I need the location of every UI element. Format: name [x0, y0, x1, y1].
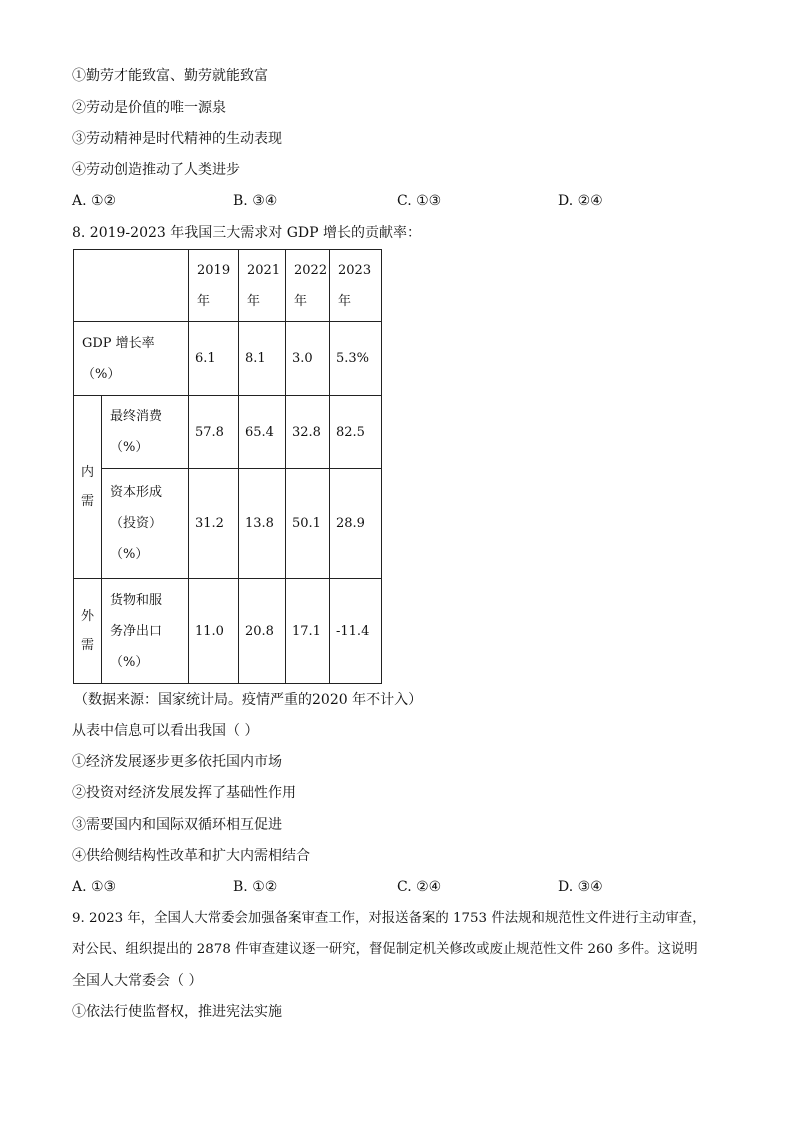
net-export-label: 货物和服 务净出口 （%） — [102, 579, 189, 684]
q8-option-b[interactable]: B. ①② — [233, 879, 278, 895]
q9-stem-line-2: 对公民、组织提出的 2878 件审查建议逐一研究，督促制定机关修改或废止规范性文件 260 多件。这说明 — [72, 942, 698, 957]
q8-stem: 从表中信息可以看出我国（ ） — [72, 723, 259, 739]
q8-statement-4: ④供给侧结构性改革和扩大内需相结合 — [72, 848, 310, 864]
q8-options — [72, 877, 722, 897]
year-2022-cell: 2022 年 — [286, 250, 330, 322]
table-cell: 11.0 — [189, 579, 239, 684]
final-consumption-label: 最终消费 （%） — [102, 396, 189, 469]
table-row-capital — [74, 469, 382, 579]
table-cell: 65.4 — [239, 396, 286, 469]
year-2021-cell: 2021 年 — [239, 250, 286, 322]
outer-demand-label: 外 需 — [74, 579, 102, 684]
q7-option-d[interactable]: D. ②④ — [558, 193, 603, 209]
table-cell: 6.1 — [189, 322, 239, 396]
table-cell: 5.3% — [330, 322, 382, 396]
q7-options — [72, 191, 722, 211]
q8-data-source: （数据来源：国家统计局。疫情严重的2020 年不计入） — [74, 692, 423, 708]
table-cell: 28.9 — [330, 469, 382, 579]
q7-statement-1: ①勤劳才能致富、勤劳就能致富 — [72, 68, 268, 84]
q8-statement-2: ②投资对经济发展发挥了基础性作用 — [72, 785, 296, 801]
header-empty-cell — [74, 250, 189, 322]
table-row-net-export — [74, 579, 382, 684]
table-cell: 17.1 — [286, 579, 330, 684]
gdp-contribution-table — [73, 249, 382, 684]
table-cell: -11.4 — [330, 579, 382, 684]
capital-formation-label: 资本形成 （投资） （%） — [102, 469, 189, 579]
q7-option-c[interactable]: C. ①③ — [397, 193, 442, 209]
table-cell: 50.1 — [286, 469, 330, 579]
table-row-consumption — [74, 396, 382, 469]
q9-statement-1: ①依法行使监督权，推进宪法实施 — [72, 1004, 282, 1020]
table-cell: 20.8 — [239, 579, 286, 684]
table-header-row — [74, 250, 382, 322]
table-cell: 13.8 — [239, 469, 286, 579]
q7-statement-4: ④劳动创造推动了人类进步 — [72, 162, 240, 178]
q7-option-a[interactable]: A. ①② — [72, 193, 117, 209]
q9-stem-line-3: 全国人大常委会（ ） — [72, 973, 203, 989]
table-cell: 82.5 — [330, 396, 382, 469]
q9-stem-line-1: 9. 2023 年，全国人大常委会加强备案审查工作，对报送备案的 1753 件法规和规范性文件进行主动审查， — [72, 911, 706, 926]
table-cell: 31.2 — [189, 469, 239, 579]
q7-statement-3: ③劳动精神是时代精神的生动表现 — [72, 131, 282, 147]
q8-option-d[interactable]: D. ③④ — [558, 879, 603, 895]
table-row-gdp — [74, 322, 382, 396]
q8-statement-1: ①经济发展逐步更多依托国内市场 — [72, 754, 282, 770]
q8-title: 8. 2019-2023 年我国三大需求对 GDP 增长的贡献率： — [72, 225, 421, 241]
table-cell: 3.0 — [286, 322, 330, 396]
table-cell: 32.8 — [286, 396, 330, 469]
q8-option-a[interactable]: A. ①③ — [72, 879, 117, 895]
q7-statement-2: ②劳动是价值的唯一源泉 — [72, 100, 226, 116]
year-2019-cell: 2019 年 — [189, 250, 239, 322]
q8-option-c[interactable]: C. ②④ — [397, 879, 442, 895]
table-cell: 57.8 — [189, 396, 239, 469]
q8-statement-3: ③需要国内和国际双循环相互促进 — [72, 817, 282, 833]
gdp-growth-label: GDP 增长率 （%） — [74, 322, 189, 396]
year-2023-cell: 2023 年 — [330, 250, 382, 322]
table-cell: 8.1 — [239, 322, 286, 396]
inner-demand-label: 内 需 — [74, 396, 102, 579]
q7-option-b[interactable]: B. ③④ — [233, 193, 278, 209]
